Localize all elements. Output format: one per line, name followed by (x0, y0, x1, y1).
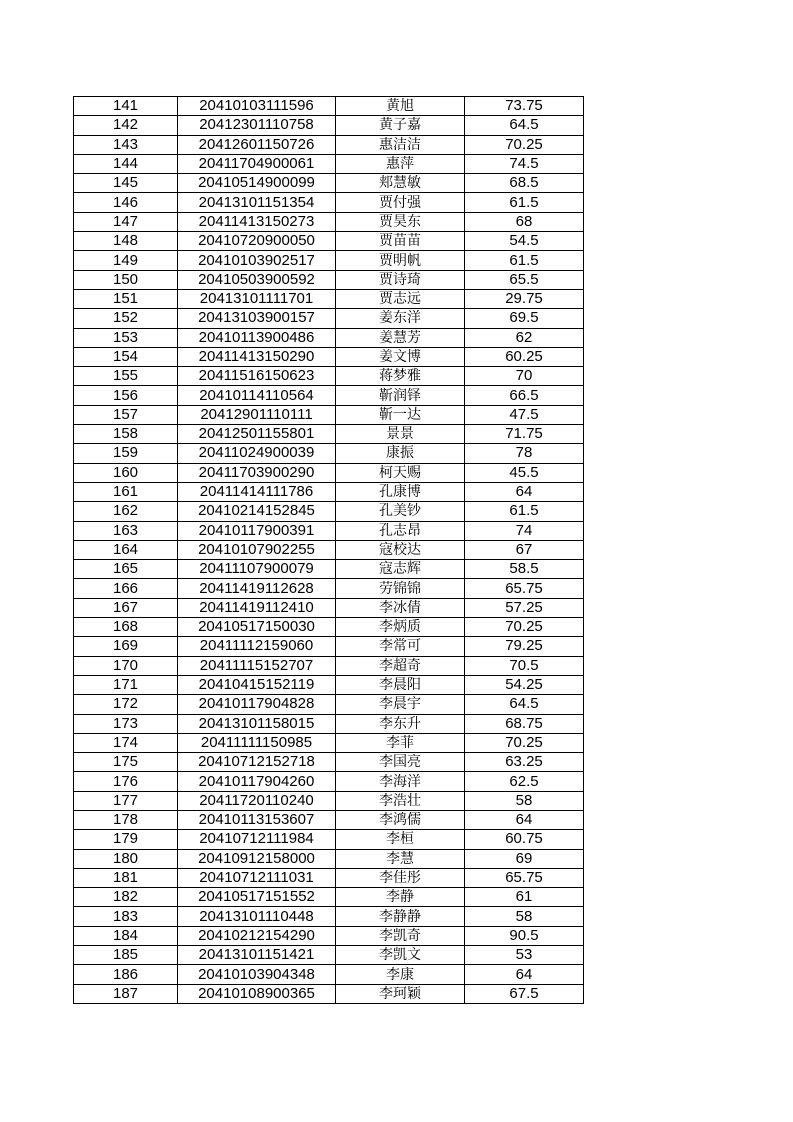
table-row (74, 135, 584, 154)
exam-id-cell: 20411419112628 (178, 579, 336, 598)
score-cell: 60.75 (465, 830, 584, 849)
student-name-cell: 李超奇 (336, 656, 465, 675)
row-number-cell: 148 (74, 232, 178, 251)
table-row (74, 849, 584, 868)
score-cell: 68 (465, 212, 584, 231)
row-number-cell: 158 (74, 425, 178, 444)
row-number-cell: 144 (74, 154, 178, 173)
student-name-cell: 李凯文 (336, 946, 465, 965)
table-row (74, 212, 584, 231)
table-row (74, 328, 584, 347)
table-row (74, 367, 584, 386)
student-name-cell: 蒋梦雅 (336, 367, 465, 386)
score-cell: 64 (465, 965, 584, 984)
exam-id-cell: 20412901110111 (178, 405, 336, 424)
student-name-cell: 李鸿儒 (336, 810, 465, 829)
exam-id-cell: 20410514900099 (178, 174, 336, 193)
exam-id-cell: 20413101151354 (178, 193, 336, 212)
exam-id-cell: 20413103900157 (178, 309, 336, 328)
exam-id-cell: 20411720110240 (178, 791, 336, 810)
student-name-cell: 李晨宇 (336, 695, 465, 714)
table-row (74, 810, 584, 829)
table-row (74, 733, 584, 752)
score-table (73, 96, 584, 1004)
table-row (74, 791, 584, 810)
exam-id-cell: 20412501155801 (178, 425, 336, 444)
table-row (74, 965, 584, 984)
row-number-cell: 177 (74, 791, 178, 810)
student-name-cell: 李冰倩 (336, 598, 465, 617)
score-cell: 60.25 (465, 347, 584, 366)
student-name-cell: 李凯奇 (336, 926, 465, 945)
table-row (74, 251, 584, 270)
student-name-cell: 贾诗琦 (336, 270, 465, 289)
row-number-cell: 171 (74, 675, 178, 694)
row-number-cell: 157 (74, 405, 178, 424)
row-number-cell: 165 (74, 560, 178, 579)
exam-id-cell: 20411414111786 (178, 482, 336, 501)
exam-id-cell: 20410117900391 (178, 521, 336, 540)
score-cell: 74 (465, 521, 584, 540)
table-row (74, 232, 584, 251)
exam-id-cell: 20410517151552 (178, 888, 336, 907)
exam-id-cell: 20410712111984 (178, 830, 336, 849)
student-name-cell: 孔志昂 (336, 521, 465, 540)
table-row (74, 579, 584, 598)
table-row (74, 309, 584, 328)
score-cell: 73.75 (465, 97, 584, 116)
row-number-cell: 186 (74, 965, 178, 984)
table-row (74, 154, 584, 173)
score-cell: 64.5 (465, 695, 584, 714)
table-row (74, 695, 584, 714)
student-name-cell: 靳润铎 (336, 386, 465, 405)
exam-id-cell: 20410517150030 (178, 618, 336, 637)
exam-id-cell: 20411704900061 (178, 154, 336, 173)
student-name-cell: 孔美钞 (336, 502, 465, 521)
row-number-cell: 159 (74, 444, 178, 463)
student-name-cell: 李珂颖 (336, 984, 465, 1003)
exam-id-cell: 20410107902255 (178, 540, 336, 559)
exam-id-cell: 20411516150623 (178, 367, 336, 386)
student-name-cell: 寇校达 (336, 540, 465, 559)
row-number-cell: 145 (74, 174, 178, 193)
exam-id-cell: 20412601150726 (178, 135, 336, 154)
student-name-cell: 李菲 (336, 733, 465, 752)
table-row (74, 868, 584, 887)
score-cell: 65.75 (465, 579, 584, 598)
score-cell: 69 (465, 849, 584, 868)
score-cell: 71.75 (465, 425, 584, 444)
exam-id-cell: 20410103904348 (178, 965, 336, 984)
score-cell: 47.5 (465, 405, 584, 424)
student-name-cell: 贾付强 (336, 193, 465, 212)
student-name-cell: 柯天赐 (336, 463, 465, 482)
row-number-cell: 163 (74, 521, 178, 540)
table-row (74, 753, 584, 772)
row-number-cell: 146 (74, 193, 178, 212)
score-cell: 29.75 (465, 289, 584, 308)
table-row (74, 193, 584, 212)
exam-id-cell: 20413101151421 (178, 946, 336, 965)
score-cell: 45.5 (465, 463, 584, 482)
row-number-cell: 175 (74, 753, 178, 772)
student-name-cell: 姜东洋 (336, 309, 465, 328)
row-number-cell: 154 (74, 347, 178, 366)
student-name-cell: 贾明帆 (336, 251, 465, 270)
score-cell: 66.5 (465, 386, 584, 405)
row-number-cell: 187 (74, 984, 178, 1003)
exam-id-cell: 20411413150290 (178, 347, 336, 366)
exam-id-cell: 20410117904828 (178, 695, 336, 714)
student-name-cell: 李康 (336, 965, 465, 984)
score-cell: 61.5 (465, 251, 584, 270)
table-row (74, 482, 584, 501)
student-name-cell: 李佳彤 (336, 868, 465, 887)
row-number-cell: 152 (74, 309, 178, 328)
row-number-cell: 164 (74, 540, 178, 559)
score-cell: 61 (465, 888, 584, 907)
exam-id-cell: 20411111150985 (178, 733, 336, 752)
score-cell: 69.5 (465, 309, 584, 328)
exam-id-cell: 20413101158015 (178, 714, 336, 733)
row-number-cell: 178 (74, 810, 178, 829)
table-row (74, 405, 584, 424)
row-number-cell: 176 (74, 772, 178, 791)
score-cell: 79.25 (465, 637, 584, 656)
table-row (74, 502, 584, 521)
table-row (74, 656, 584, 675)
table-row (74, 270, 584, 289)
exam-id-cell: 20413101111701 (178, 289, 336, 308)
student-name-cell: 贾志远 (336, 289, 465, 308)
exam-id-cell: 20410117904260 (178, 772, 336, 791)
row-number-cell: 160 (74, 463, 178, 482)
score-cell: 70.25 (465, 135, 584, 154)
score-cell: 67.5 (465, 984, 584, 1003)
score-cell: 90.5 (465, 926, 584, 945)
student-name-cell: 李浩壮 (336, 791, 465, 810)
row-number-cell: 182 (74, 888, 178, 907)
row-number-cell: 184 (74, 926, 178, 945)
score-cell: 54.25 (465, 675, 584, 694)
row-number-cell: 174 (74, 733, 178, 752)
row-number-cell: 166 (74, 579, 178, 598)
score-cell: 70.25 (465, 618, 584, 637)
table-row (74, 386, 584, 405)
score-cell: 61.5 (465, 193, 584, 212)
student-name-cell: 李晨阳 (336, 675, 465, 694)
student-name-cell: 李桓 (336, 830, 465, 849)
exam-id-cell: 20413101110448 (178, 907, 336, 926)
row-number-cell: 147 (74, 212, 178, 231)
exam-id-cell: 20410113153607 (178, 810, 336, 829)
student-name-cell: 李慧 (336, 849, 465, 868)
score-cell: 74.5 (465, 154, 584, 173)
student-name-cell: 李炳质 (336, 618, 465, 637)
exam-id-cell: 20410114110564 (178, 386, 336, 405)
exam-id-cell: 20410912158000 (178, 849, 336, 868)
score-cell: 54.5 (465, 232, 584, 251)
student-name-cell: 靳一达 (336, 405, 465, 424)
exam-id-cell: 20410720900050 (178, 232, 336, 251)
row-number-cell: 143 (74, 135, 178, 154)
student-name-cell: 李海洋 (336, 772, 465, 791)
row-number-cell: 141 (74, 97, 178, 116)
student-name-cell: 李东升 (336, 714, 465, 733)
exam-id-cell: 20410712152718 (178, 753, 336, 772)
row-number-cell: 162 (74, 502, 178, 521)
exam-id-cell: 20410103902517 (178, 251, 336, 270)
student-name-cell: 黄旭 (336, 97, 465, 116)
student-name-cell: 康振 (336, 444, 465, 463)
exam-id-cell: 20410108900365 (178, 984, 336, 1003)
score-cell: 62.5 (465, 772, 584, 791)
table-row (74, 926, 584, 945)
score-cell: 53 (465, 946, 584, 965)
exam-id-cell: 20411107900079 (178, 560, 336, 579)
student-name-cell: 贾苗苗 (336, 232, 465, 251)
table-row (74, 675, 584, 694)
table-row (74, 174, 584, 193)
row-number-cell: 153 (74, 328, 178, 347)
row-number-cell: 172 (74, 695, 178, 714)
score-cell: 78 (465, 444, 584, 463)
student-name-cell: 惠萍 (336, 154, 465, 173)
exam-id-cell: 20410503900592 (178, 270, 336, 289)
row-number-cell: 170 (74, 656, 178, 675)
row-number-cell: 183 (74, 907, 178, 926)
row-number-cell: 161 (74, 482, 178, 501)
row-number-cell: 173 (74, 714, 178, 733)
table-row (74, 598, 584, 617)
student-name-cell: 黄子嘉 (336, 116, 465, 135)
score-cell: 63.25 (465, 753, 584, 772)
student-name-cell: 李静静 (336, 907, 465, 926)
exam-id-cell: 20411115152707 (178, 656, 336, 675)
table-row (74, 907, 584, 926)
student-name-cell: 李常可 (336, 637, 465, 656)
score-cell: 65.5 (465, 270, 584, 289)
score-cell: 64 (465, 810, 584, 829)
exam-id-cell: 20410212154290 (178, 926, 336, 945)
row-number-cell: 169 (74, 637, 178, 656)
student-name-cell: 寇志辉 (336, 560, 465, 579)
table-row (74, 444, 584, 463)
score-cell: 58.5 (465, 560, 584, 579)
table-row (74, 463, 584, 482)
row-number-cell: 179 (74, 830, 178, 849)
student-name-cell: 贾昊东 (336, 212, 465, 231)
row-number-cell: 155 (74, 367, 178, 386)
table-row (74, 637, 584, 656)
score-cell: 61.5 (465, 502, 584, 521)
row-number-cell: 185 (74, 946, 178, 965)
student-name-cell: 惠洁洁 (336, 135, 465, 154)
row-number-cell: 181 (74, 868, 178, 887)
table-row (74, 540, 584, 559)
score-cell: 67 (465, 540, 584, 559)
table-row (74, 116, 584, 135)
student-name-cell: 景景 (336, 425, 465, 444)
exam-id-cell: 20411703900290 (178, 463, 336, 482)
student-name-cell: 郏慧敏 (336, 174, 465, 193)
row-number-cell: 150 (74, 270, 178, 289)
score-cell: 58 (465, 907, 584, 926)
exam-id-cell: 20410103111596 (178, 97, 336, 116)
exam-id-cell: 20411419112410 (178, 598, 336, 617)
student-name-cell: 孔康博 (336, 482, 465, 501)
score-cell: 68.75 (465, 714, 584, 733)
score-cell: 64 (465, 482, 584, 501)
table-row (74, 425, 584, 444)
row-number-cell: 151 (74, 289, 178, 308)
student-name-cell: 劳锦锦 (336, 579, 465, 598)
table-row (74, 289, 584, 308)
row-number-cell: 142 (74, 116, 178, 135)
score-cell: 68.5 (465, 174, 584, 193)
exam-id-cell: 20410712111031 (178, 868, 336, 887)
row-number-cell: 149 (74, 251, 178, 270)
score-cell: 57.25 (465, 598, 584, 617)
exam-id-cell: 20410415152119 (178, 675, 336, 694)
row-number-cell: 167 (74, 598, 178, 617)
table-row (74, 830, 584, 849)
score-cell: 65.75 (465, 868, 584, 887)
table-row (74, 772, 584, 791)
table-row (74, 984, 584, 1003)
table-row (74, 618, 584, 637)
student-name-cell: 姜文博 (336, 347, 465, 366)
row-number-cell: 168 (74, 618, 178, 637)
table-row (74, 97, 584, 116)
exam-id-cell: 20411112159060 (178, 637, 336, 656)
score-cell: 62 (465, 328, 584, 347)
table-row (74, 521, 584, 540)
student-name-cell: 李静 (336, 888, 465, 907)
table-row (74, 560, 584, 579)
exam-id-cell: 20411413150273 (178, 212, 336, 231)
student-name-cell: 李国亮 (336, 753, 465, 772)
table-row (74, 347, 584, 366)
score-cell: 70.5 (465, 656, 584, 675)
score-cell: 64.5 (465, 116, 584, 135)
row-number-cell: 180 (74, 849, 178, 868)
table-row (74, 888, 584, 907)
table-row (74, 946, 584, 965)
table-body (74, 97, 584, 1004)
table-row (74, 714, 584, 733)
student-name-cell: 姜慧芳 (336, 328, 465, 347)
exam-id-cell: 20410214152845 (178, 502, 336, 521)
exam-id-cell: 20410113900486 (178, 328, 336, 347)
score-cell: 58 (465, 791, 584, 810)
row-number-cell: 156 (74, 386, 178, 405)
score-cell: 70.25 (465, 733, 584, 752)
score-cell: 70 (465, 367, 584, 386)
exam-id-cell: 20411024900039 (178, 444, 336, 463)
exam-id-cell: 20412301110758 (178, 116, 336, 135)
